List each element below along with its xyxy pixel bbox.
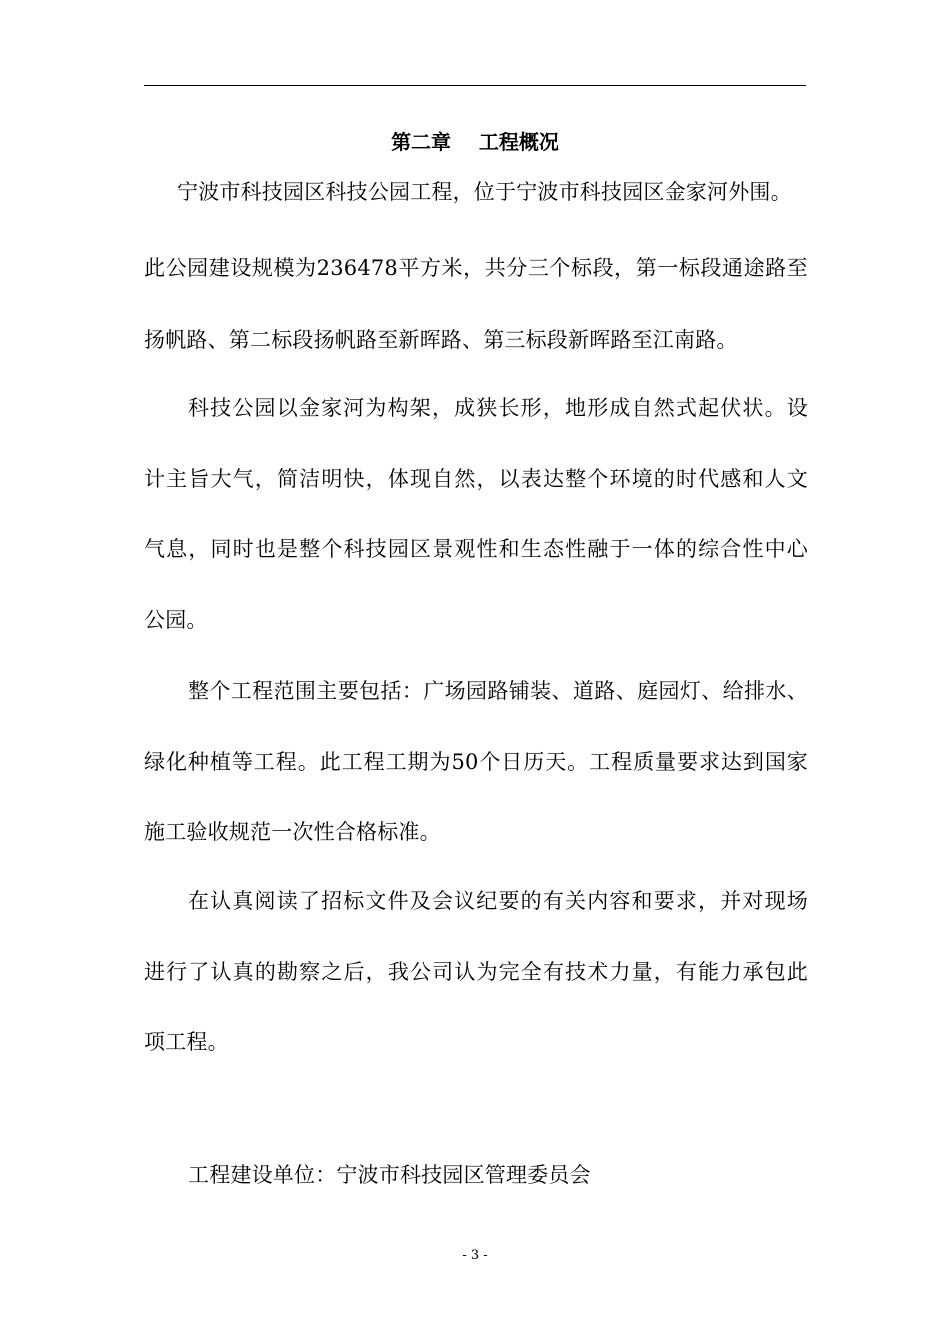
chapter-title: 第二章 工程概况 <box>391 130 559 154</box>
project-owner-line: 工程建设单位：宁波市科技园区管理委员会 <box>188 1163 591 1187</box>
paragraph-line: 公园。 <box>144 608 208 632</box>
paragraph-line: 进行了认真的勘察之后，我公司认为完全有技术力量，有能力承包此 <box>144 960 808 984</box>
paragraph-line: 此公园建设规模为236478平方米，共分三个标段，第一标段通途路至 <box>144 256 808 280</box>
paragraph-line: 绿化种植等工程。此工程工期为50个日历天。工程质量要求达到国家 <box>144 750 808 774</box>
header-rule <box>144 85 806 86</box>
page-number: - 3 - <box>462 1248 488 1263</box>
paragraph-line: 项工程。 <box>144 1030 229 1054</box>
paragraph-line: 科技公园以金家河为构架，成狭长形，地形成自然式起伏状。设 <box>188 396 808 420</box>
paragraph-line: 在认真阅读了招标文件及会议纪要的有关内容和要求，并对现场 <box>188 889 808 913</box>
paragraph-line: 施工验收规范一次性合格标准。 <box>144 820 441 844</box>
paragraph-line: 宁波市科技园区科技公园工程，位于宁波市科技园区金家河外围。 <box>177 180 792 204</box>
paragraph-line: 整个工程范围主要包括：广场园路铺装、道路、庭园灯、给排水、 <box>188 679 808 703</box>
paragraph-line: 计主旨大气，简洁明快，体现自然，以表达整个环境的时代感和人文 <box>144 467 808 491</box>
paragraph-line: 气息，同时也是整个科技园区景观性和生态性融于一体的综合性中心 <box>144 537 808 561</box>
paragraph-line: 扬帆路、第二标段扬帆路至新晖路、第三标段新晖路至江南路。 <box>144 328 738 352</box>
